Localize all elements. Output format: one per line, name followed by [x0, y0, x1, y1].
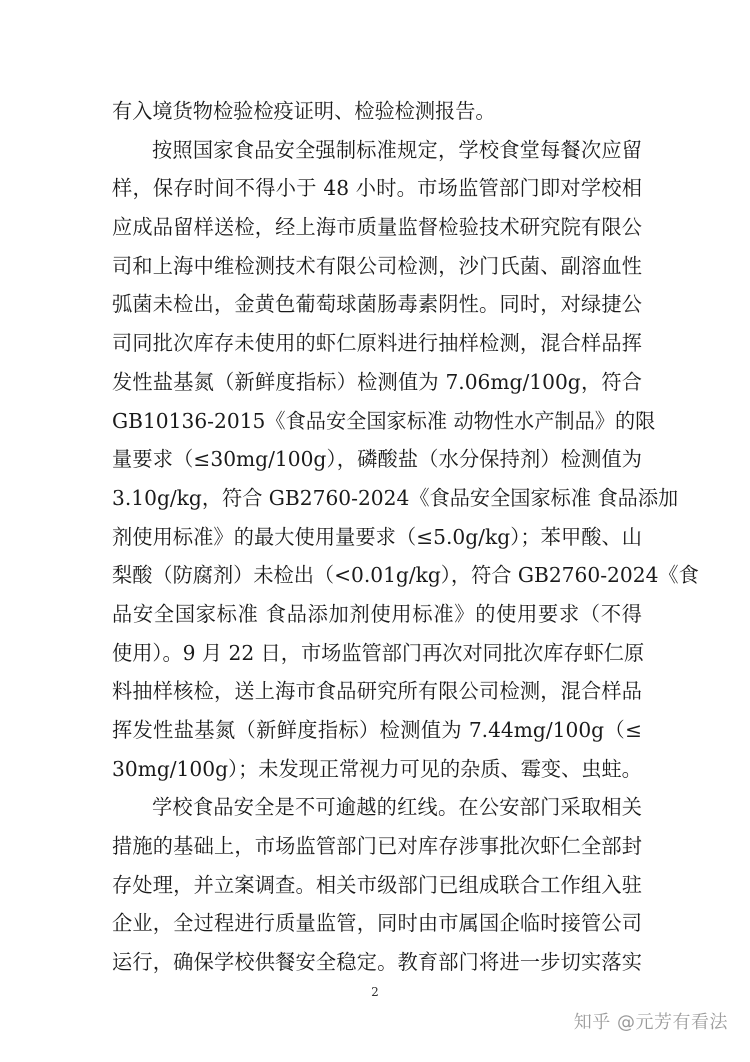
text-line [112, 131, 642, 170]
text-line-content: GB10136-2015《食品安全国家标准 动物性水产制品》的限 [112, 408, 656, 433]
text-line [112, 169, 642, 208]
text-line [112, 866, 642, 905]
text-line-content: 量要求（≤30mg/100g），磷酸盐（水分保持剂）检测值为 [112, 447, 642, 472]
text-line-content: 应成品留样送检，经上海市质量监督检验技术研究院有限公 [112, 215, 642, 240]
text-line [112, 92, 642, 131]
text-line [112, 247, 642, 286]
text-line [112, 595, 642, 634]
text-line [112, 363, 642, 402]
body-text [112, 92, 699, 982]
watermark [574, 1008, 728, 1034]
text-line-content: 措施的基础上，市场监管部门已对库存涉事批次虾仁全部封 [112, 834, 642, 859]
text-line-content: 存处理，并立案调查。相关市级部门已组成联合工作组入驻 [112, 872, 642, 897]
text-line [112, 634, 645, 673]
text-line-content: 使用）。9 月 22 日，市场监管部门再次对同批次库存虾仁原 [112, 640, 645, 665]
text-line-content: 运行，确保学校供餐安全稳定。教育部门将进一步切实落实 [112, 950, 642, 975]
text-line-content: 弧菌未检出，金黄色葡萄球菌肠毒素阴性。同时，对绿捷公 [112, 292, 642, 317]
text-line-content: 30mg/100g）；未发现正常视力可见的杂质、霉变、虫蛀。 [112, 756, 642, 781]
text-line-content: 司和上海中维检测技术有限公司检测，沙门氏菌、副溶血性 [112, 253, 642, 278]
text-line-content: 样，保存时间不得小于 48 小时。市场监管部门即对学校相 [112, 176, 642, 201]
text-line [112, 943, 642, 982]
text-line [112, 208, 642, 247]
text-line [112, 750, 642, 789]
page-number: 2 [371, 985, 379, 999]
text-line-content: 料抽样核检，送上海市食品研究所有限公司检测，混合样品 [112, 679, 642, 704]
text-line-content: 学校食品安全是不可逾越的红线。在公安部门采取相关 [152, 795, 642, 820]
text-line [112, 402, 656, 441]
text-line-content: 按照国家食品安全强制标准规定，学校食堂每餐次应留 [152, 137, 642, 162]
text-line [112, 324, 642, 363]
text-line-content: 剂使用标准》的最大使用量要求（≤5.0g/kg）；苯甲酸、山 [112, 524, 642, 549]
text-line [112, 479, 679, 518]
text-line [112, 556, 699, 595]
text-line-content: 有入境货物检验检疫证明、检验检测报告。 [112, 99, 496, 123]
text-line [112, 285, 642, 324]
text-line-content: 企业，全过程进行质量监管，同时由市属国企临时接管公司 [112, 911, 642, 936]
text-line-content: 发性盐基氮（新鲜度指标）检测值为 7.06mg/100g，符合 [112, 369, 642, 394]
text-line [112, 827, 642, 866]
text-line [112, 440, 642, 479]
text-line [112, 788, 642, 827]
watermark-text: 知乎 @元芳有看法 [573, 1012, 728, 1033]
text-line [112, 904, 642, 943]
text-line-content: 品安全国家标准 食品添加剂使用标准》的使用要求（不得 [112, 601, 642, 626]
text-line [112, 518, 642, 557]
text-line-content: 梨酸（防腐剂）未检出（<0.01g/kg），符合 GB2760-2024《食 [112, 563, 699, 588]
text-line-content: 司同批次库存未使用的虾仁原料进行抽样检测，混合样品挥 [112, 331, 642, 356]
text-line [112, 711, 642, 750]
text-line-content: 3.10g/kg，符合 GB2760-2024《食品安全国家标准 食品添加 [112, 485, 679, 510]
text-line-content: 挥发性盐基氮（新鲜度指标）检测值为 7.44mg/100g（≤ [112, 718, 642, 742]
text-line [112, 672, 642, 711]
